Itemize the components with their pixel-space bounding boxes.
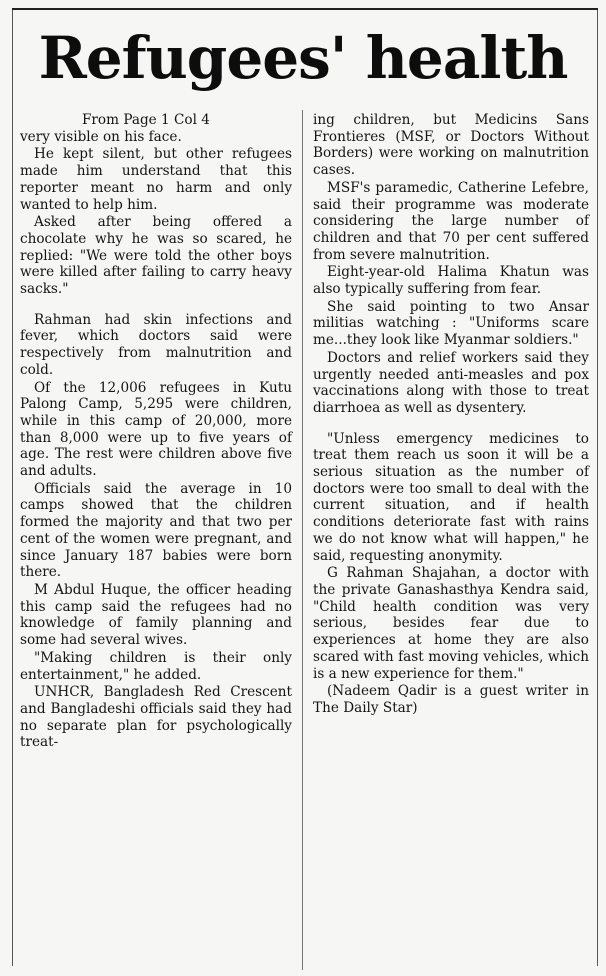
right-column (313, 112, 589, 718)
paragraph: "Unless emergency medicines to treat them reach us soon it will be a serious situation as the number of doctors were too small to deal with the current situation, and if health conditions deteriorate fast with rains we do not know what will happen," he said, requesting anonymity. (313, 430, 589, 564)
paragraph: Rahman had skin infections and fever, which doctors said were respectively from malnutrition and cold. (20, 311, 292, 378)
paragraph: She said pointing to two Ansar militias watching : "Uniforms scare me...they look like Myanmar soldiers." (313, 298, 589, 349)
left-border (12, 10, 13, 966)
paragraph: G Rahman Shajahan, a doctor with the private Ganashasthya Kendra said, "Child health condition was very serious, besides fear due to experiences at home they are also scared with fast moving vehicles, which is a new experience for them." (313, 565, 589, 682)
paragraph: "Making children is their only entertainment," he added. (20, 649, 292, 683)
paragraph: ing children, but Medicins Sans Frontieres (MSF, or Doctors Without Borders) were working on malnutrition cases. (313, 112, 589, 179)
paragraph: MSF's paramedic, Catherine Lefebre, said their programme was moderate considering the large number of children and that 70 per cent suffered from severe malnutrition. (313, 179, 589, 263)
continuation-line: From Page 1 Col 4 (82, 112, 210, 128)
paragraph: He kept silent, but other refugees made him understand that this reporter meant no harm and only wanted to help him. (20, 146, 292, 213)
paragraph: Asked after being offered a chocolate why he was so scared, he replied: "We were told the other boys were killed after failing to carry heavy sacks." (20, 214, 292, 298)
paragraph: Officials said the average in 10 camps showed that the children formed the majority and that two per cent of the women were pregnant, and since January 187 babies were born there. (20, 480, 292, 581)
paragraph: Of the 12,006 refugees in Kutu Palong Camp, 5,295 were children, while in this camp of 20,000, more than 8,000 were up to five years of age. The rest were children above five and adults. (20, 379, 292, 480)
paragraph: M Abdul Huque, the officer heading this camp said the refugees had no knowledge of family planning and some had several wives. (20, 581, 292, 649)
headline: Refugees' health (38, 24, 568, 92)
paragraph: Eight-year-old Halima Khatun was also typically suffering from fear. (313, 264, 589, 298)
right-border (597, 10, 598, 966)
paragraph: Doctors and relief workers said they urgently needed anti-measles and pox vaccinations along with those to treat diarrhoea as well as dysentery. (313, 349, 589, 416)
byline-note: (Nadeem Qadir is a guest writer in The Daily Star) (313, 683, 589, 716)
left-column (20, 112, 292, 752)
paragraph: very visible on his face. (20, 128, 182, 145)
top-rule (12, 8, 598, 10)
paragraph: UNHCR, Bangladesh Red Crescent and Bangladeshi officials said they had no separate plan for psychologically treat- (20, 684, 292, 751)
column-rule (302, 110, 303, 970)
